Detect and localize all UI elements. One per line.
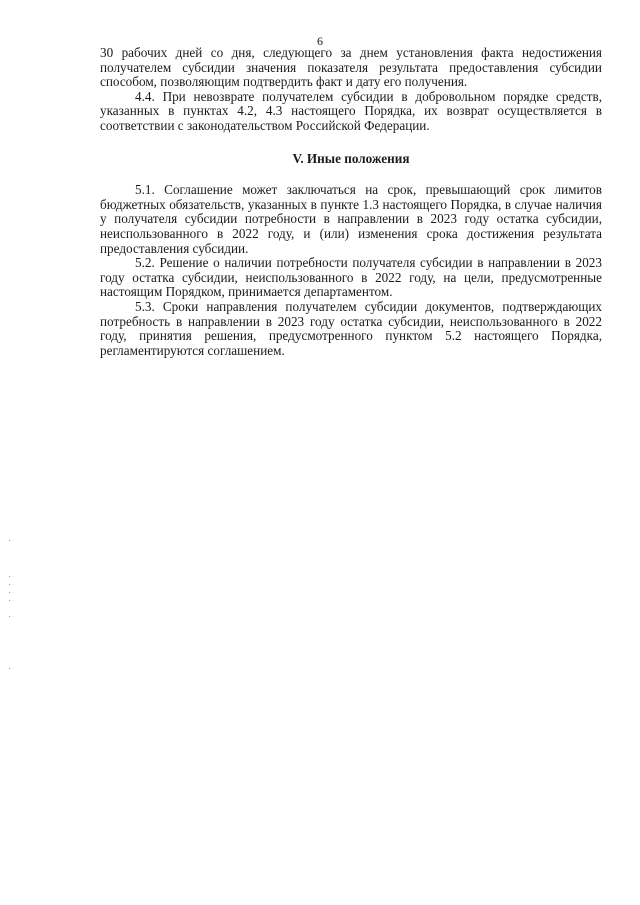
scan-dot bbox=[9, 668, 10, 669]
scan-dot bbox=[9, 584, 10, 585]
paragraph-5-1: 5.1. Соглашение может заключаться на срок, превышающий срок лимитов бюджетных обязательств, указанных в пункте 1.3 настоящего Порядка, в случае наличия у получателя субсидии потребности в направлении в 2023 году остатка субсидии, неиспользованного в 2022 году, и (или) изменения срока достижения результата предоставления субсидии. bbox=[100, 182, 602, 256]
scan-dot bbox=[9, 540, 10, 541]
scan-dot bbox=[9, 576, 10, 577]
scan-dot bbox=[9, 600, 10, 601]
page-number: 6 bbox=[317, 34, 323, 48]
scan-margin-marks bbox=[9, 540, 11, 680]
section-title: V. Иные положения bbox=[292, 150, 410, 166]
document-body bbox=[100, 46, 602, 358]
scan-dot bbox=[9, 592, 10, 593]
scan-dot bbox=[9, 616, 10, 617]
paragraph-5-3: 5.3. Сроки направления получателем субсидии документов, подтверждающих потребность в направлении в 2023 году остатка субсидии, неиспользованного в 2022 году, принятия решения, предусмотренного пунктом 5.2 настоящего Порядка, регламентируются соглашением. bbox=[100, 298, 602, 358]
paragraph-4-4: 4.4. При невозврате получателем субсидии в добровольном порядке средств, указанных в пунктах 4.2, 4.3 настоящего Порядка, их возврат осуществляется в соответствии с законодательством Российской Федерации. bbox=[100, 88, 602, 133]
paragraph-5-2: 5.2. Решение о наличии потребности получателя субсидии в направлении в 2023 году остатка субсидии, неиспользованного в 2022 году, на цели, предусмотренные настоящим Порядком, принимается департаментом. bbox=[100, 255, 602, 300]
paragraph-continuation: 30 рабочих дней со дня, следующего за днем установления факта недостижения получателем субсидии значения показателя результата предоставления субсидии способом, позволяющим подтвердить факт и дату его получения. bbox=[100, 45, 602, 90]
